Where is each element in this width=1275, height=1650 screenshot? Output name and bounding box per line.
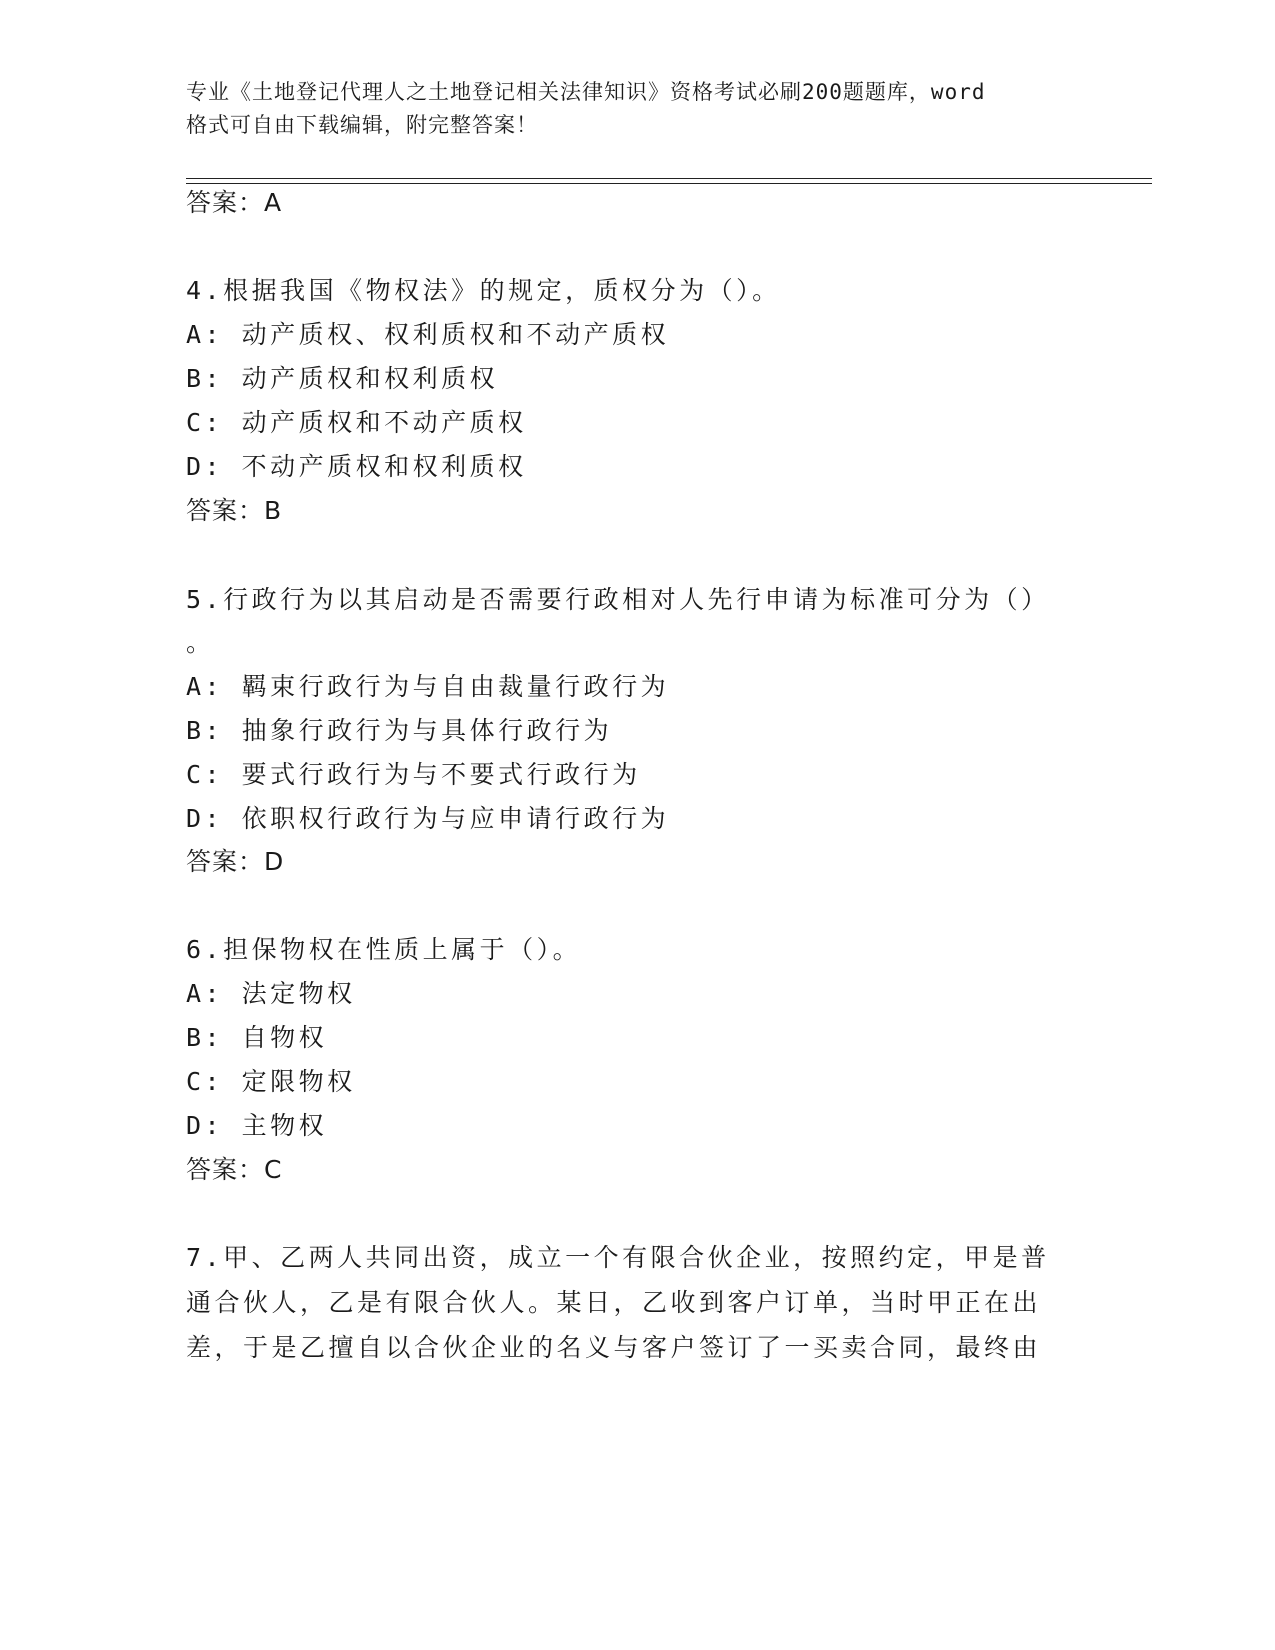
question-5-option-a: A: 羁束行政行为与自由裁量行政行为	[186, 672, 670, 701]
header-title-line-2: 格式可自由下载编辑，附完整答案！	[186, 113, 538, 137]
question-7-stem-line-3: 差，于是乙擅自以合伙企业的名义与客户签订了一买卖合同，最终由	[186, 1333, 1042, 1362]
question-6-option-a: A: 法定物权	[186, 979, 356, 1008]
question-7-stem-line-2: 通合伙人，乙是有限合伙人。某日，乙收到客户订单，当时甲正在出	[186, 1288, 1042, 1317]
question-5-stem-continuation: 。	[186, 628, 215, 657]
answer-previous: 答案：A	[186, 188, 283, 217]
question-7-stem-line-1: 7.甲、乙两人共同出资，成立一个有限合伙企业，按照约定，甲是普	[186, 1243, 1050, 1272]
question-6-stem: 6.担保物权在性质上属于（）。	[186, 935, 582, 964]
question-6-option-c: C: 定限物权	[186, 1067, 356, 1096]
question-4-answer: 答案：B	[186, 496, 283, 525]
question-5-answer: 答案：D	[186, 847, 285, 876]
question-6-answer: 答案：C	[186, 1155, 283, 1184]
question-5-option-b: B: 抽象行政行为与具体行政行为	[186, 716, 613, 745]
question-4-option-b: B: 动产质权和权利质权	[186, 364, 499, 393]
question-6-option-d: D: 主物权	[186, 1111, 328, 1140]
question-4-option-c: C: 动产质权和不动产质权	[186, 408, 527, 437]
question-4-stem: 4.根据我国《物权法》的规定，质权分为（）。	[186, 276, 781, 305]
document-header	[186, 76, 1096, 142]
question-5-option-c: C: 要式行政行为与不要式行政行为	[186, 760, 641, 789]
header-divider-top	[186, 178, 1152, 179]
header-divider-bottom	[186, 183, 1152, 184]
question-4-option-d: D: 不动产质权和权利质权	[186, 452, 527, 481]
question-4-option-a: A: 动产质权、权利质权和不动产质权	[186, 320, 670, 349]
question-5-option-d: D: 依职权行政行为与应申请行政行为	[186, 804, 670, 833]
header-title-line-1: 专业《土地登记代理人之土地登记相关法律知识》资格考试必刷200题题库，word	[186, 80, 986, 104]
question-5-stem: 5.行政行为以其启动是否需要行政相对人先行申请为标准可分为（）	[186, 585, 1050, 614]
question-6-option-b: B: 自物权	[186, 1023, 328, 1052]
